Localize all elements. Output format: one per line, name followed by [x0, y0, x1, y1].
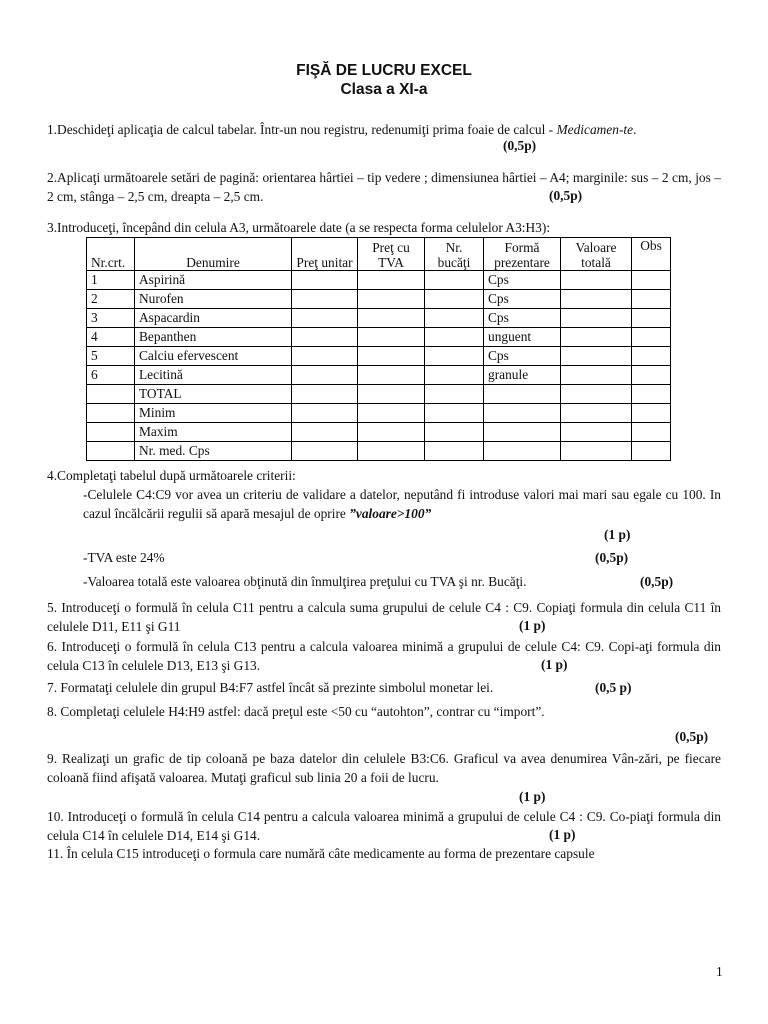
cell-empty — [425, 404, 484, 423]
cell-empty — [425, 423, 484, 442]
header-nr-bucati: Nr. bucăţi — [425, 238, 484, 271]
cell-denumire: Nurofen — [135, 290, 292, 309]
cell-empty — [358, 366, 425, 385]
cell-empty — [292, 385, 358, 404]
item-6 — [47, 638, 721, 675]
cell-empty — [358, 442, 425, 461]
item-5-points: (1 p) — [519, 618, 546, 633]
cell-denumire: Aspirină — [135, 271, 292, 290]
cell-empty — [632, 328, 671, 347]
cell-forma — [484, 442, 561, 461]
table-row — [87, 404, 671, 423]
table-row — [87, 366, 671, 385]
item-3: 3.Introduceţi, începând din celula A3, următoarele date (a se respecta forma celulelor A3:H3): — [47, 220, 551, 235]
cell-empty — [425, 290, 484, 309]
item-1-italic: Medicamen-te — [556, 122, 634, 137]
item-7: 7. Formataţi celulele din grupul B4:F7 astfel încât să prezinte simbolul monetar lei. — [47, 680, 494, 695]
table-row — [87, 309, 671, 328]
page-number: 1 — [716, 964, 723, 979]
cell-empty — [561, 442, 632, 461]
cell-empty — [292, 290, 358, 309]
item-8-points: (0,5p) — [675, 729, 709, 744]
cell-empty — [561, 309, 632, 328]
table-row — [87, 328, 671, 347]
cell-empty — [561, 271, 632, 290]
cell-empty — [632, 309, 671, 328]
cell-forma: Cps — [484, 271, 561, 290]
page-title: FIŞĂ DE LUCRU EXCEL — [296, 62, 472, 79]
cell-denumire: TOTAL — [135, 385, 292, 404]
cell-empty — [632, 271, 671, 290]
item-6-text: 6. Introduceţi o formulă în celula C13 pentru a calcula valoarea minimă a grupului de celule C4: C9. Copi-aţi formula din celula C13 în celulele D13, E13 şi G13. — [47, 639, 721, 673]
item-9-text: 9. Realizaţi un grafic de tip coloană pe baza datelor din celulele B3:C6. Graficul va avea denumirea Vân-zări, pe fiecare coloană fiind afişată valoarea. Mutaţi graficul sub linia 20 a foii de lucru. — [47, 751, 721, 785]
cell-empty — [292, 271, 358, 290]
header-denumire: Denumire — [135, 238, 292, 271]
table-row — [87, 347, 671, 366]
item-7-points: (0,5 p) — [595, 680, 632, 695]
cell-empty — [425, 442, 484, 461]
cell-empty — [292, 404, 358, 423]
cell-empty — [358, 404, 425, 423]
item-4a-points: (1 p) — [604, 527, 631, 542]
table-row — [87, 442, 671, 461]
cell-denumire: Maxim — [135, 423, 292, 442]
item-10-text: 10. Introduceţi o formulă în celula C14 pentru a calcula valoarea minimă a grupului de celule C4 : C9. Co-piaţi formula din celula C14 în celulele D14, E14 şi G14. — [47, 809, 721, 843]
page-subtitle: Clasa a XI-a — [340, 81, 428, 98]
cell-forma — [484, 385, 561, 404]
item-4a-text: -Celulele C4:C9 vor avea un criteriu de validare a datelor, neputând fi introduse valori mai mari sau egale cu 100. In cazul încălcării regulii să apară mesajul de oprire — [83, 487, 721, 521]
cell-forma: granule — [484, 366, 561, 385]
cell-empty — [425, 347, 484, 366]
cell-forma: Cps — [484, 290, 561, 309]
cell-denumire: Calciu efervescent — [135, 347, 292, 366]
header-obs: Obs — [632, 238, 671, 271]
cell-empty — [561, 290, 632, 309]
cell-empty — [292, 366, 358, 385]
cell-empty — [425, 385, 484, 404]
header-pret-unitar: Preţ unitar — [292, 238, 358, 271]
cell-empty — [425, 271, 484, 290]
item-4a — [83, 486, 721, 523]
cell-nr: 4 — [87, 328, 135, 347]
item-10 — [47, 808, 721, 845]
cell-empty — [632, 423, 671, 442]
item-1 — [47, 121, 721, 153]
header-forma: Formă prezentare — [484, 238, 561, 271]
cell-forma — [484, 404, 561, 423]
cell-empty — [632, 290, 671, 309]
cell-forma — [484, 423, 561, 442]
item-1-end: . — [633, 122, 637, 137]
item-1-text: 1.Deschideţi aplicaţia de calcul tabelar. Într-un nou registru, redenumiţi prima foaie de calcul - — [47, 122, 557, 137]
cell-denumire: Lecitină — [135, 366, 292, 385]
cell-forma: Cps — [484, 347, 561, 366]
cell-nr — [87, 423, 135, 442]
table-row — [87, 385, 671, 404]
table-header-row — [87, 238, 671, 271]
item-4c: -Valoarea totală este valoarea obţinută din înmulţirea preţului cu TVA şi nr. Bucăţi. — [83, 574, 527, 589]
cell-empty — [292, 423, 358, 442]
cell-denumire: Minim — [135, 404, 292, 423]
cell-empty — [292, 328, 358, 347]
cell-empty — [358, 385, 425, 404]
cell-nr — [87, 442, 135, 461]
cell-empty — [358, 271, 425, 290]
header-valoare: Valoare totală — [561, 238, 632, 271]
item-4b-points: (0,5p) — [595, 550, 629, 565]
item-1-points: (0,5p) — [503, 138, 537, 153]
cell-empty — [561, 385, 632, 404]
cell-empty — [632, 404, 671, 423]
item-5 — [47, 599, 721, 636]
cell-empty — [425, 328, 484, 347]
cell-empty — [561, 366, 632, 385]
data-table — [86, 237, 671, 461]
cell-nr — [87, 404, 135, 423]
cell-nr: 5 — [87, 347, 135, 366]
table-row — [87, 423, 671, 442]
item-4c-points: (0,5p) — [640, 574, 674, 589]
cell-empty — [561, 347, 632, 366]
cell-nr: 3 — [87, 309, 135, 328]
item-2-points: (0,5p) — [549, 188, 583, 203]
item-2 — [47, 169, 721, 206]
cell-nr: 6 — [87, 366, 135, 385]
cell-empty — [425, 309, 484, 328]
cell-empty — [632, 385, 671, 404]
item-4: 4.Completaţi tabelul după următoarele criterii: — [47, 468, 296, 483]
item-10-points: (1 p) — [549, 827, 576, 842]
cell-nr — [87, 385, 135, 404]
cell-empty — [358, 328, 425, 347]
cell-empty — [561, 423, 632, 442]
cell-empty — [561, 404, 632, 423]
cell-nr: 2 — [87, 290, 135, 309]
cell-forma: Cps — [484, 309, 561, 328]
cell-nr: 1 — [87, 271, 135, 290]
cell-empty — [425, 366, 484, 385]
cell-empty — [632, 442, 671, 461]
cell-empty — [632, 347, 671, 366]
cell-empty — [358, 423, 425, 442]
cell-empty — [561, 328, 632, 347]
item-8: 8. Completaţi celulele H4:H9 astfel: dacă preţul este <50 cu “autohton”, contrar cu “import”. — [47, 704, 545, 719]
cell-empty — [358, 309, 425, 328]
cell-empty — [358, 290, 425, 309]
header-pret-tva: Preţ cu TVA — [358, 238, 425, 271]
cell-empty — [632, 366, 671, 385]
item-6-points: (1 p) — [541, 657, 568, 672]
cell-empty — [292, 309, 358, 328]
item-11: 11. În celula C15 introduceţi o formula care numără câte medicamente au forma de prezentare capsule — [47, 846, 595, 861]
cell-denumire: Aspacardin — [135, 309, 292, 328]
table-row — [87, 290, 671, 309]
cell-denumire: Bepanthen — [135, 328, 292, 347]
cell-empty — [292, 442, 358, 461]
item-4a-message: ”valoare>100” — [349, 505, 432, 521]
item-2-text: 2.Aplicaţi următoarele setări de pagină: orientarea hârtiei – tip vedere ; dimensiunea hârtiei – A4; marginile: sus – 2 cm, jos – 2 cm, stânga – 2,5 cm, dreapta – 2,5 cm. — [47, 170, 721, 204]
header-nr-crt: Nr.crt. — [87, 238, 135, 271]
cell-empty — [292, 347, 358, 366]
cell-forma: unguent — [484, 328, 561, 347]
table-row — [87, 271, 671, 290]
item-9-points: (1 p) — [519, 789, 546, 804]
cell-denumire: Nr. med. Cps — [135, 442, 292, 461]
item-5-text: 5. Introduceţi o formulă în celula C11 pentru a calcula suma grupului de celule C4 : C9. Copiaţi formula din celula C11 în celulele D11, E11 şi G11 — [47, 600, 721, 634]
item-9 — [47, 750, 721, 804]
cell-empty — [358, 347, 425, 366]
item-4b: -TVA este 24% — [83, 550, 165, 565]
